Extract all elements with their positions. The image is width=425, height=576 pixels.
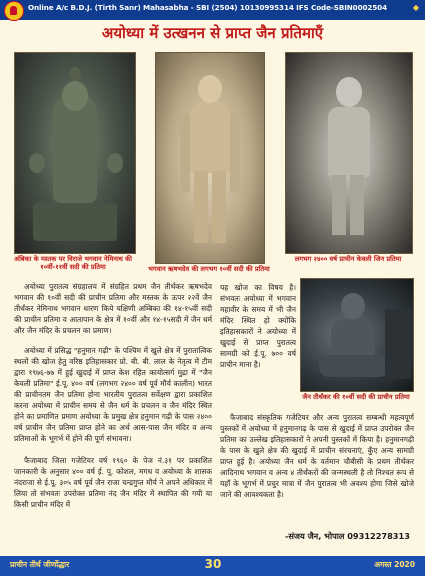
author-signature: -संजय जैन, भोपाल 09312278313 — [285, 531, 410, 541]
caption-photo4: जैन तीर्थंकर की १०वीं सदी की प्राचीन प्रतिमा — [302, 393, 410, 401]
photo-tirthankar-seated — [300, 278, 414, 392]
footer-issue-date: अगस्त 2020 — [374, 560, 415, 569]
paragraph-2: अयोध्या में प्रसिद्ध "हनुमान गढ़ी" के पश्चिम में खुले क्षेत्र में पुरातात्विक स्थलों की खोज हेतु वरिष्ठ इतिहासकार प्रो. बी. बी. लाल के नेतृत्व में टीम द्वारा १९७६-७७ में हुई खुदाई में प्राप्त केश रहित कायोत्सर्ग मुद्रा में "जैन केवली प्रतिमा" ई.पू. ४०० वर्ष (लगभग २४०० वर्ष पूर्व मौर्य कालीन) भारत की प्राचीनतम जैन प्रतिमा होना भारतीय पुरातत्व सर्वेक्षण द्वारा प्रकाशित करना अयोध्या में प्राचीन समय से जैन धर्म के प्रचलन व जैन मंदिर स्थित होने का प्रमाणित प्रमाण अयोध्या के प्रमुख क्षेत्र हनुमान गढ़ी के पास २४०० वर्ष प्राचीन जैन प्रतिमा प्राप्त होने का अर्थ आस-पास जैन मंदिर व अन्य प्रतिमाओं के भूगर्भ में होने की पूर्ण संभावना। — [14, 346, 212, 443]
caption-photo1: अंबिका के मस्तक पर विराजे भगवान नेमिनाथ की १०वीं-११वीं सदी की प्रतिमा — [14, 255, 132, 271]
article-para1 — [14, 281, 212, 336]
footer-bar — [0, 556, 425, 576]
caption-photo2: भगवान ऋषभदेव की लगभग १०वीं सदी की प्रतिमा — [148, 265, 270, 273]
header-bar — [0, 0, 425, 20]
photo-rishabhdev — [155, 52, 265, 264]
bank-details: Online A/c B.D.J. (Tirth Sanr) Mahasabha - SBI (2504) 10130995314 IFS Code-SBIN0002504 — [28, 3, 387, 12]
photo-kevali-jin — [285, 52, 413, 254]
article-mid-text: यह खोज का विषय है। संभवतः अयोध्या में भगवान महावीर के समय में भी जैन मंदिर स्थित हो क्योंकि इतिहासकारों ने अयोध्या में खुदाई से प्राप्त पुरातत्व सामग्री को ई.पू. ७०० वर्ष प्राचीन माना है। — [220, 283, 296, 369]
magazine-tag: ◆ — [412, 3, 419, 12]
article-para4 — [220, 412, 414, 500]
footer-magazine-name: प्राचीन तीर्थ जीर्णोद्धार — [10, 560, 70, 569]
article-para2 — [14, 345, 212, 444]
paragraph-3: फैजाबाद जिला गजेटियर वर्ष १९६० के पेज नं.३१ पर प्रकाशित जानकारी के अनुसार ४०० वर्ष ई. पू. कोशल, मगध व अयोध्या के शासक नंदराजा से ई.पू. ३०५ वर्ष पूर्व जैन राजा चन्द्रगुप्त मौर्य ने अपने अधिकार में लिया तो संभवतः उपरोक्त प्रतिमा नंद जैन मंदिर में स्थापित की गयी या किसी प्राचीन मंदिर में — [14, 456, 212, 509]
page-title: अयोध्या में उत्खनन से प्राप्त जैन प्रतिमाएँ — [101, 24, 324, 42]
paragraph-4: फैजाबाद संस्कृतिक गजेटियर और अन्य पुरातत्व सम्बन्धी महत्वपूर्ण पुस्तकों में अयोध्या में हनुमानगढ़ के पास से खुदाई में प्राप्त उपरोक्त जैन प्रतिमा का उल्लेख इतिहासकारों ने अपनी पुस्तकों में किया है। हनुमानगढ़ी के पास के खुले क्षेत्र की खुदाई में प्राचीन संरचनाएं, कुँए अन्य सामग्री प्राप्त हुई है। अयोध्या जैन धर्म के वर्तमान चौबीसी के प्रथम तीर्थंकर आदिनाथ भगवान व अन्य ४ तीर्थंकरों की जन्मस्थली है तो निश्चत रूप से यहाँ के भूगर्भ में प्रचुर मात्रा में जैन पुरातत्व भी अवश्य होगा जिसे खोजे जाने की आवश्यकता है। — [220, 413, 414, 499]
photo-ambika-neminath — [14, 52, 136, 254]
article-para3 — [14, 455, 212, 510]
page-number: 30 — [204, 557, 222, 571]
mahasabha-logo-icon — [4, 1, 24, 21]
paragraph-1: अयोध्या पुरातत्व संग्रहालय में संग्रहित प्रथम जैन तीर्थंकर ऋषभदेव भगवान की १०वीं सदी की प्राचीन प्रतिमा और मस्तक के ऊपर २२वें जैन तीर्थंकर नेमिनाथ भगवान धारण किये यक्षिणी अम्बिका की १४-१५वीं सदी की प्राचीन प्रतिमा व आतापान के क्षेत्र में १०वीं और १४-१५सदी में जैन धर्म और जैन मंदिर के प्रचलन का प्रमाण। — [14, 282, 212, 335]
caption-photo3: लगभग २४०० वर्ष प्राचीन केवली जिन प्रतिमा — [294, 255, 402, 263]
